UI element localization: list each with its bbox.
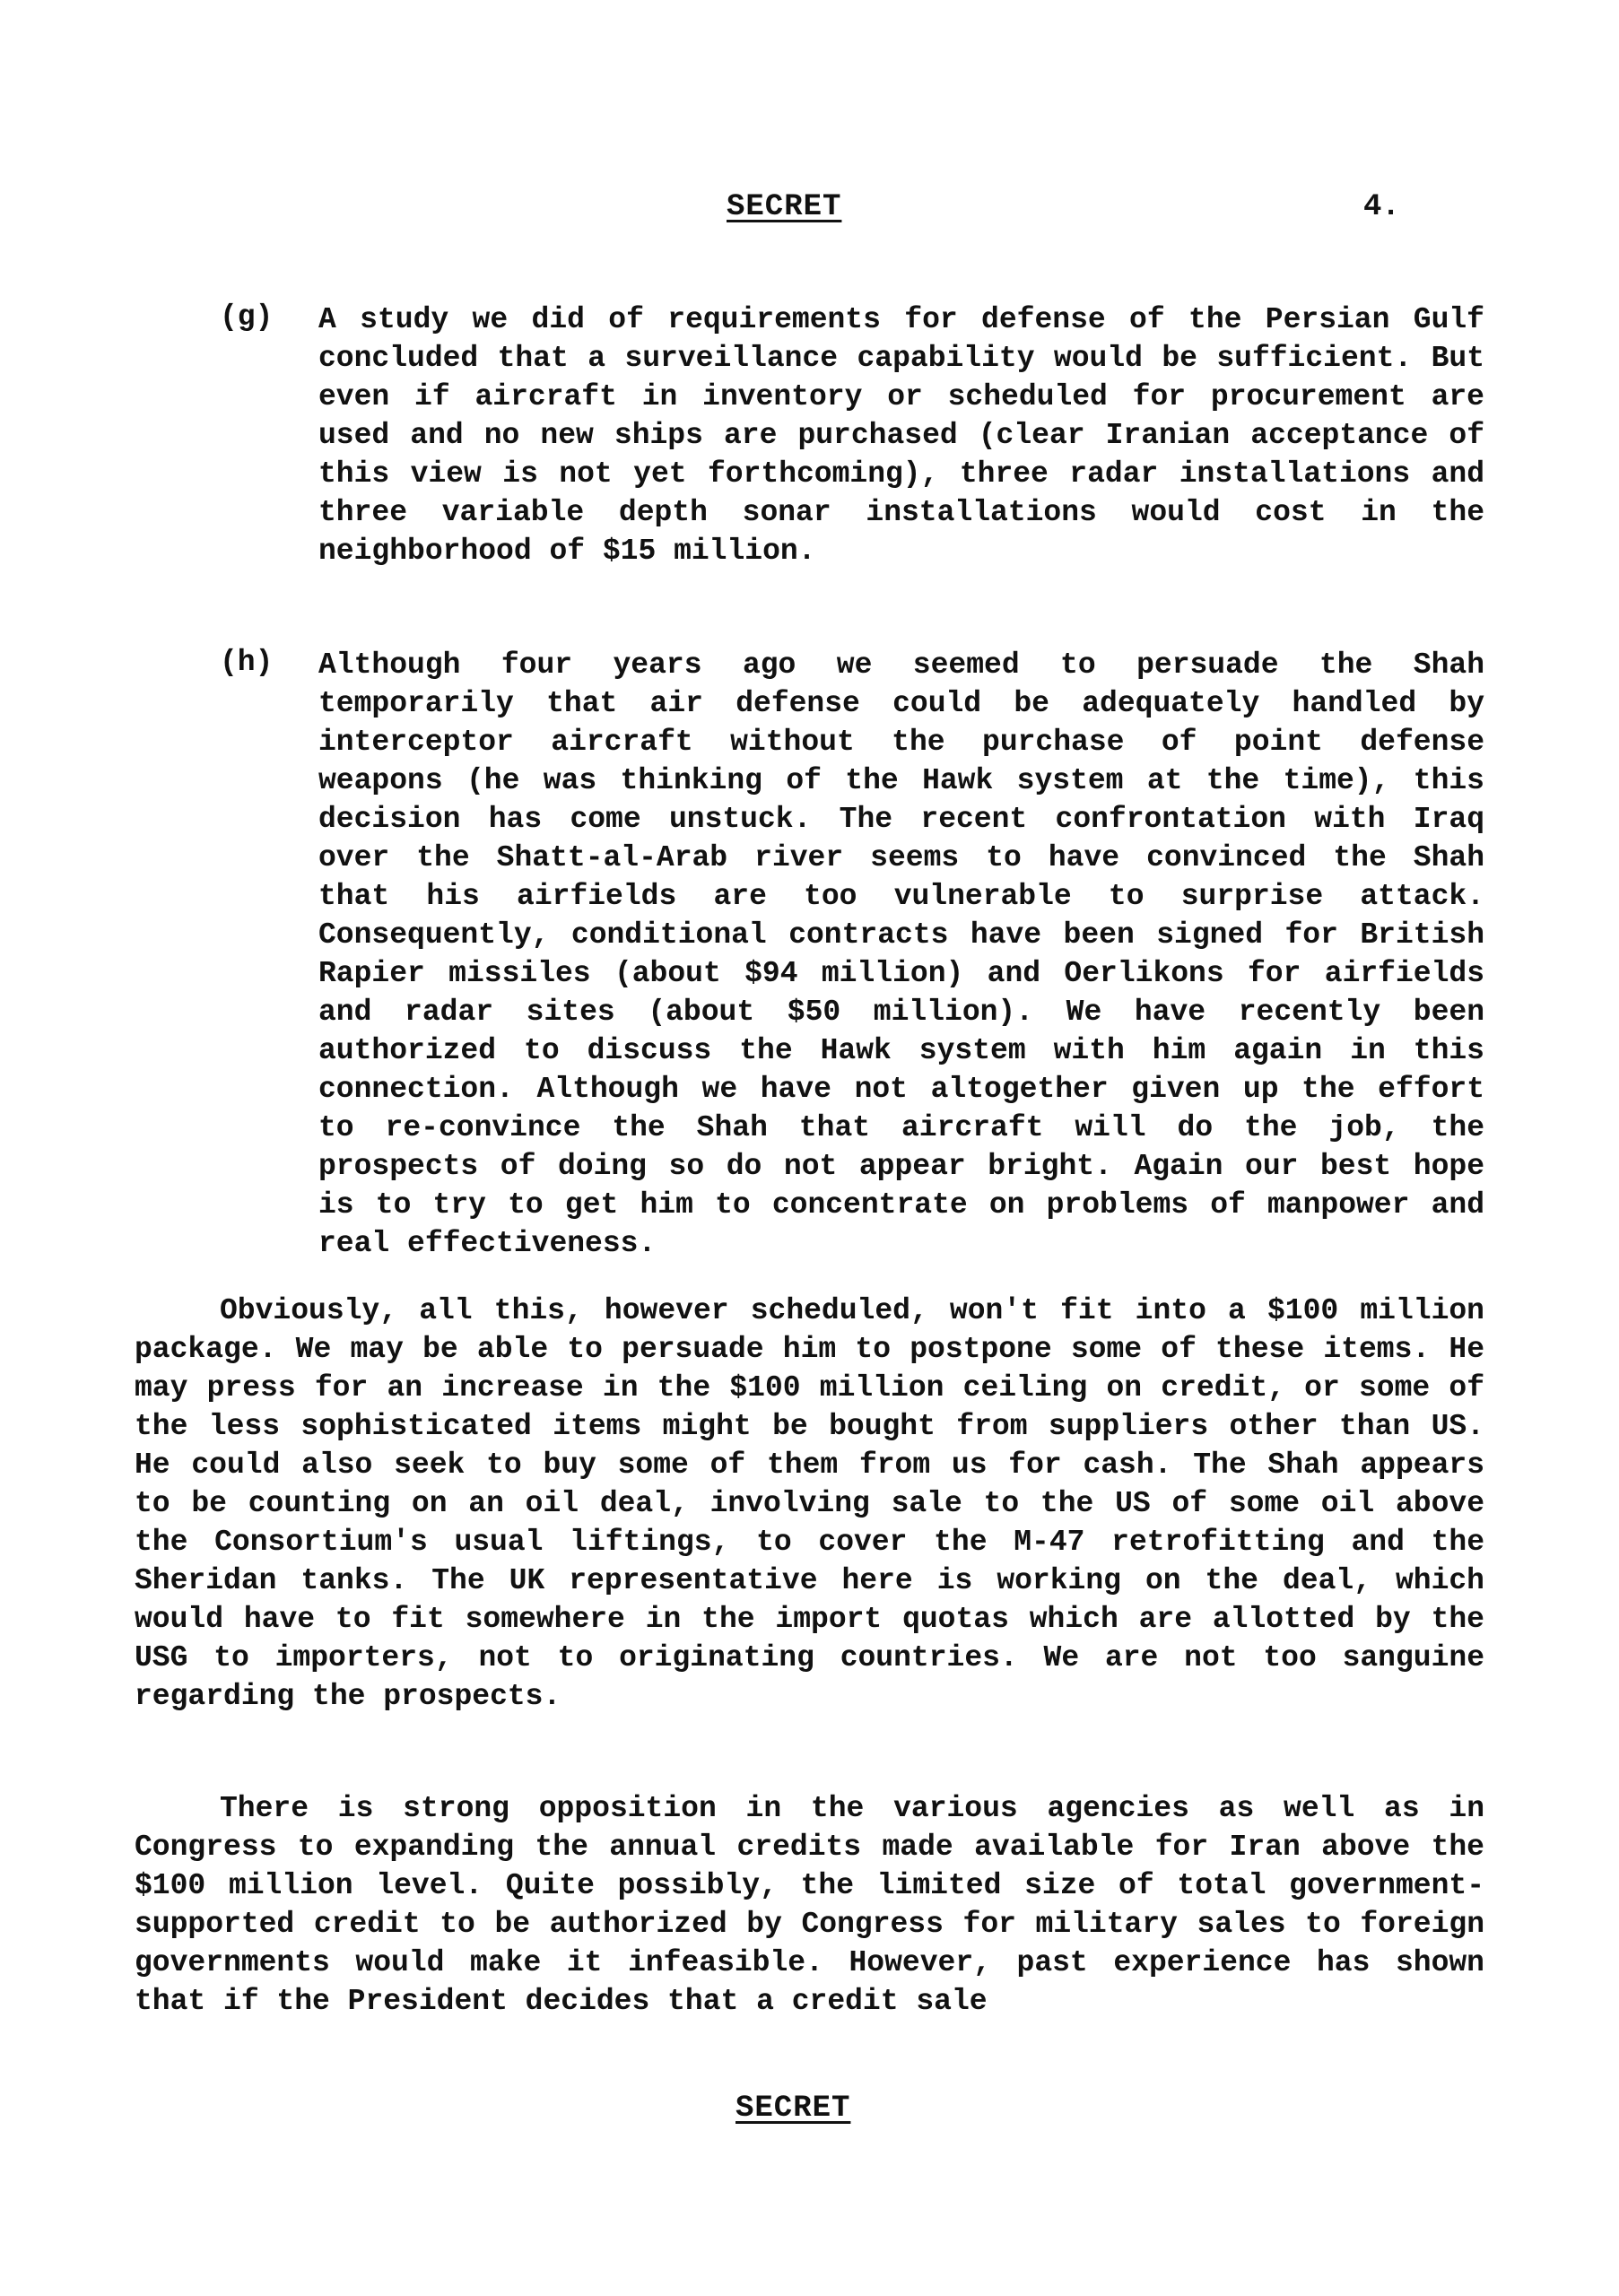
body-paragraph: Obviously, all this, however scheduled, won't fit into a $100 million package. We may be able to persuade him to postpone some of these items. He may press for an increase in the $100 million ceiling on credit, or some of the less sophisticated items might be bought from suppliers other than US. He could also seek to buy some of them from us for cash. The Shah appears to be counting on an oil deal, involving sale to the US of some oil above the Consortium's usual liftings, to cover the M-47 retrofitting and the Sheridan tanks. The UK representative here is working on the deal, which would have to fit somewhere in the import quotas which are allotted by the USG to importers, not to originating countries. We are not too sanguine regarding the prospects.	[135, 1294, 1484, 1713]
item-marker: (h)	[220, 646, 274, 679]
list-item-g	[220, 300, 1493, 605]
classification-footer: SECRET	[736, 2092, 851, 2126]
classification-header: SECRET	[727, 190, 842, 224]
list-item-h	[220, 646, 1493, 1274]
body-paragraph: There is strong opposition in the various agencies as well as in Congress to expanding the annual credits made available for Iran above the $100 million level. Quite possibly, the limited size of total government-supported credit to be authorized by Congress for military sales to foreign governments would make it infeasible. However, past experience has shown that if the President decides that a credit sale	[135, 1792, 1484, 2018]
item-text: A study we did of requirements for defense of the Persian Gulf concluded that a surveillance capability would be sufficient. But even if aircraft in inventory or scheduled for procurement are used and no new ships are purchased (clear Iranian acceptance of this view is not yet forthcoming), three radar installations and three variable depth sonar installations would cost in the neighborhood of $15 million.	[318, 303, 1484, 568]
item-text: Although four years ago we seemed to persuade the Shah temporarily that air defense could be adequately handled by interceptor aircraft without the purchase of point defense weapons (he was thinking of the Hawk system at the time), this decision has come unstuck. The recent confrontation with Iraq over the Shatt-al-Arab river seems to have convinced the Shah that his airfields are too vulnerable to surprise attack. Consequently, conditional contracts have been signed for British Rapier missiles (about $94 million) and Oerlikons for airfields and radar sites (about $50 million). We have recently been authorized to discuss the Hawk system with him again in this connection. Although we have not altogether given up the effort to re-convince the Shah that aircraft will do the job, the prospects of doing so do not appear bright. Again our best hope is to try to get him to concentrate on problems of manpower and real effectiveness.	[318, 648, 1484, 1260]
page-number: 4.	[1363, 190, 1400, 224]
item-marker: (g)	[220, 300, 274, 334]
